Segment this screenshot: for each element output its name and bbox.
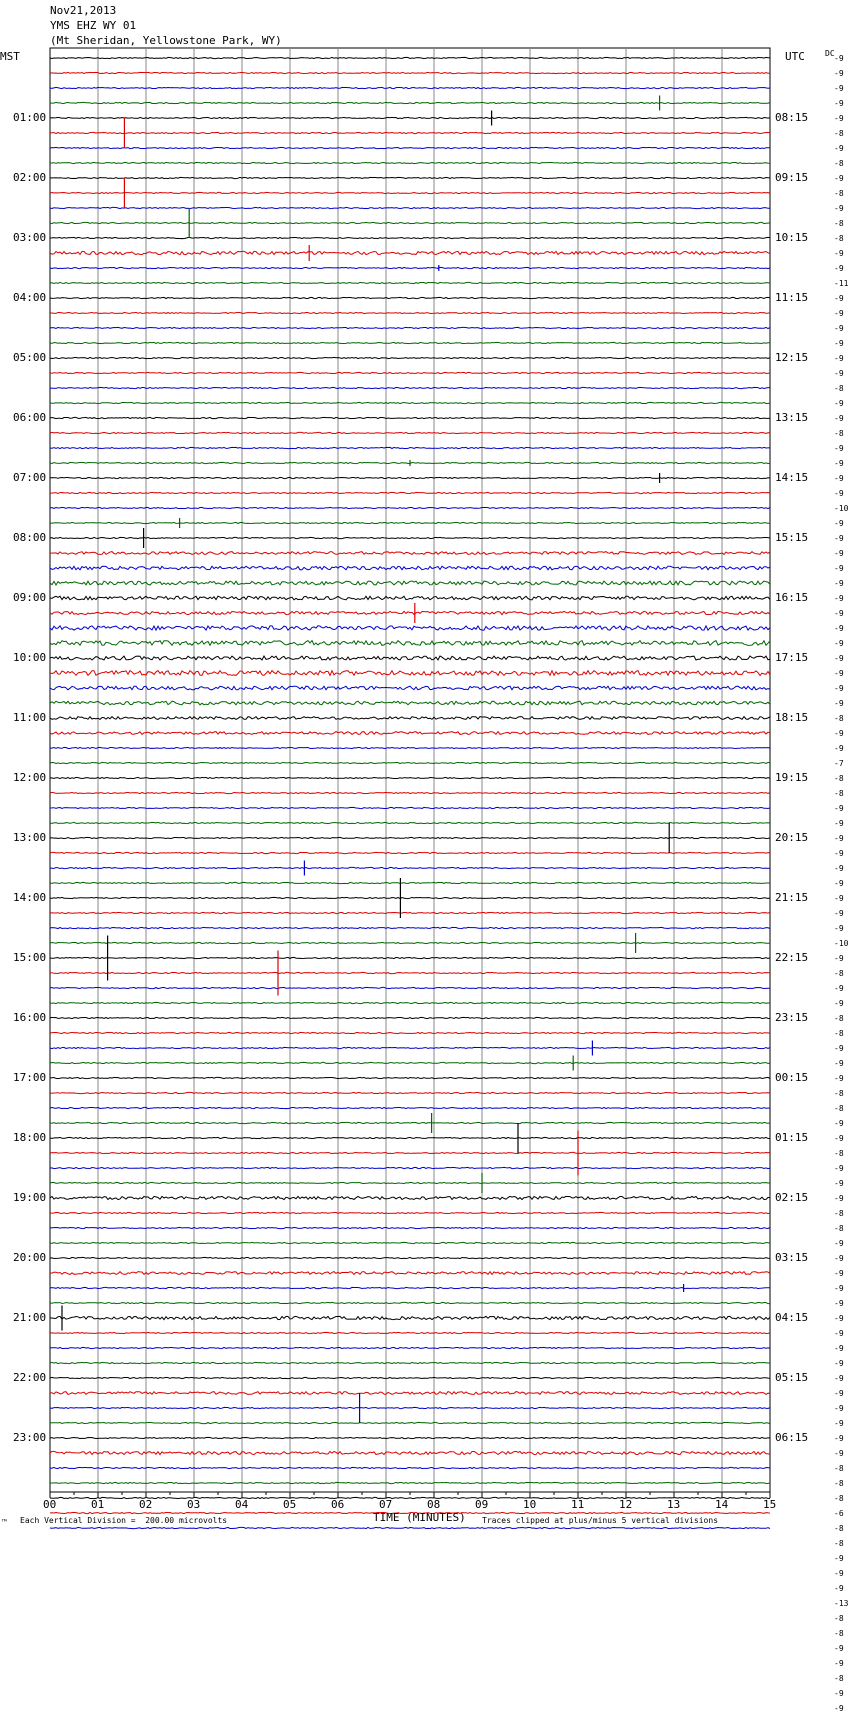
seismic-trace [50,387,770,388]
dc-offset-label: -9 [834,564,844,573]
dc-offset-label: -9 [834,1179,844,1188]
seismic-trace [50,1122,770,1123]
dc-offset-label: -9 [834,864,844,873]
seismic-trace [50,251,770,254]
clip-note: Traces clipped at plus/minus 5 vertical divisions [482,1516,719,1525]
plot-frame [50,48,770,1492]
seismic-trace [50,522,770,523]
dc-offset-label: -10 [834,939,849,948]
x-tick-label: 05 [283,1498,297,1511]
seismic-trace [50,987,770,988]
dc-offset-label: -9 [834,1299,844,1308]
dc-offset-label: -9 [834,729,844,738]
x-tick-label: 07 [379,1498,393,1511]
dc-offset-label: -9 [834,699,844,708]
dc-offset-label: -9 [834,1659,844,1668]
dc-offset-label: -9 [834,1389,844,1398]
dc-offset-label: -9 [834,144,844,153]
left-hour-label: 12:00 [13,771,47,784]
seismic-trace [50,87,770,88]
seismic-trace [50,747,770,748]
dc-offset-label: -9 [834,1194,844,1203]
dc-offset-label: -9 [834,249,844,258]
left-hour-label: 01:00 [13,111,47,124]
left-hour-label: 07:00 [13,471,47,484]
seismic-trace [50,552,770,555]
seismic-trace [50,132,770,133]
dc-offset-label: -9 [834,819,844,828]
seismic-trace [50,1196,770,1199]
seismic-trace [50,1092,770,1093]
right-hour-label: 20:15 [775,831,809,844]
dc-offset-label: -9 [834,924,844,933]
dc-offset-label: -9 [834,1449,844,1458]
dc-offset-label: -9 [834,474,844,483]
seismic-trace [50,1287,770,1288]
left-hour-label: 20:00 [13,1251,47,1264]
seismic-trace [50,807,770,808]
dc-offset-label: -8 [834,159,844,168]
plot-date: Nov21,2013 [50,4,117,17]
dc-offset-label: -8 [834,1479,844,1488]
seismic-trace [50,792,770,793]
left-hour-label: 13:00 [13,831,47,844]
seismic-trace [50,957,770,958]
dc-offset-label: -8 [834,1539,844,1548]
right-hour-label: 19:15 [775,771,809,784]
left-hour-label: 08:00 [13,531,47,544]
left-hour-label: 02:00 [13,171,47,184]
seismic-trace [50,1062,770,1063]
dc-offset-label: -9 [834,999,844,1008]
x-tick-label: 08 [427,1498,441,1511]
right-hour-label: 15:15 [775,531,809,544]
dc-offset-label: -9 [834,1419,844,1428]
right-hour-label: 22:15 [775,951,809,964]
dc-offset-label: -9 [834,1269,844,1278]
corner-mark: ™ [2,1518,7,1527]
right-hour-label: 04:15 [775,1311,809,1324]
seismic-trace [50,566,770,570]
seismic-trace [50,1497,770,1498]
seismic-trace [50,1107,770,1108]
dc-offset-label: -9 [834,684,844,693]
dc-offset-label: -8 [834,129,844,138]
right-hour-label: 12:15 [775,351,809,364]
dc-offset-label: -9 [834,1284,844,1293]
station-id: YMS EHZ WY 01 [50,19,137,32]
dc-offset-label: -9 [834,309,844,318]
seismic-trace [50,1332,770,1333]
right-hour-label: 02:15 [775,1191,809,1204]
left-hour-label: 05:00 [13,351,47,364]
x-tick-label: 14 [715,1498,729,1511]
dc-offset-label: -6 [834,1509,844,1518]
dc-offset-label: -9 [834,1689,844,1698]
dc-offset-label: -9 [834,804,844,813]
dc-offset-label: -9 [834,1584,844,1593]
seismic-trace [50,942,770,943]
seismic-trace [50,162,770,163]
dc-offset-label: -13 [834,1599,849,1608]
left-hour-label: 11:00 [13,711,47,724]
seismic-trace [50,777,770,778]
x-tick-label: 01 [91,1498,105,1511]
seismic-trace [50,432,770,433]
right-hour-label: 09:15 [775,171,809,184]
seismic-trace [50,537,770,538]
dc-offset-label: -9 [834,459,844,468]
seismic-trace [50,1167,770,1168]
left-hour-label: 04:00 [13,291,47,304]
seismic-trace [50,342,770,343]
x-axis-label: TIME (MINUTES) [373,1511,466,1524]
seismic-trace [50,717,770,720]
dc-offset-label: -8 [834,1629,844,1638]
dc-offset-label: -10 [834,504,849,513]
dc-offset-label: -9 [834,654,844,663]
left-hour-label: 10:00 [13,651,47,664]
dc-offset-label: -7 [834,759,844,768]
seismic-trace [50,837,770,838]
dc-offset-label: -9 [834,579,844,588]
dc-offset-label: -9 [834,1329,844,1338]
left-hour-label: 06:00 [13,411,47,424]
seismic-trace [50,596,770,600]
dc-offset-label: -8 [834,1104,844,1113]
seismic-trace [50,626,770,630]
dc-offset-label: -9 [834,669,844,678]
seismic-trace [50,117,770,118]
seismic-trace [50,402,770,403]
x-tick-label: 15 [763,1498,777,1511]
right-hour-label: 00:15 [775,1071,809,1084]
dc-offset-label: -9 [834,609,844,618]
x-tick-label: 00 [43,1498,57,1511]
seismic-trace [50,1451,770,1454]
seismic-trace [50,882,770,883]
dc-offset-label: -9 [834,369,844,378]
seismic-trace [50,1377,770,1378]
seismic-trace [50,357,770,358]
right-hour-label: 23:15 [775,1011,809,1024]
right-hour-label: 14:15 [775,471,809,484]
dc-offset-label: -8 [834,1524,844,1533]
seismic-trace [50,641,770,646]
dc-offset-label: -9 [834,99,844,108]
scale-note: Each Vertical Division = 200.00 microvolts [20,1516,228,1525]
dc-offset-label: -9 [834,324,844,333]
x-tick-label: 02 [139,1498,153,1511]
seismic-trace [50,972,770,973]
seismic-trace [50,581,770,585]
seismic-trace [50,912,770,913]
dc-offset-label: -9 [834,354,844,363]
x-tick-label: 12 [619,1498,633,1511]
dc-offset-label: -8 [834,189,844,198]
seismic-trace [50,282,770,283]
left-hour-label: 16:00 [13,1011,47,1024]
seismic-trace [50,822,770,823]
seismic-trace [50,686,770,690]
seismic-trace [50,1392,770,1395]
seismic-trace [50,1272,770,1275]
seismic-trace [50,671,770,676]
dc-offset-label: -9 [834,894,844,903]
right-hour-label: 18:15 [775,711,809,724]
dc-offset-label: -9 [834,1359,844,1368]
dc-offset-label: -9 [834,114,844,123]
right-hour-label: 05:15 [775,1371,809,1384]
seismic-trace [50,207,770,208]
dc-offset-label: -9 [834,1119,844,1128]
seismic-trace [50,1182,770,1183]
x-tick-label: 09 [475,1498,489,1511]
seismic-trace [50,222,770,223]
x-tick-label: 03 [187,1498,201,1511]
dc-offset-label: -8 [834,384,844,393]
seismic-trace [50,656,770,660]
seismic-trace [50,1407,770,1408]
dc-offset-label: -9 [834,834,844,843]
right-hour-label: 21:15 [775,891,809,904]
seismic-trace [50,701,770,705]
seismic-trace [50,1482,770,1483]
dc-label: DC [825,49,835,58]
seismic-trace [50,177,770,178]
dc-offset-label: -9 [834,1074,844,1083]
seismic-trace [50,477,770,478]
x-tick-label: 11 [571,1498,585,1511]
seismic-trace [50,897,770,898]
seismic-trace [50,1316,770,1319]
seismic-trace [50,1347,770,1348]
seismic-trace [50,1047,770,1048]
seismic-trace [50,1077,770,1078]
right-hour-label: 16:15 [775,591,809,604]
dc-offset-label: -9 [834,849,844,858]
dc-offset-label: -8 [834,1089,844,1098]
dc-offset-label: -9 [834,954,844,963]
seismic-trace [50,57,770,58]
dc-offset-label: -9 [834,54,844,63]
dc-offset-label: -9 [834,1134,844,1143]
x-tick-label: 13 [667,1498,681,1511]
seismic-trace [50,1002,770,1003]
dc-offset-label: -9 [834,294,844,303]
dc-offset-label: -9 [834,1314,844,1323]
seismic-trace [50,867,770,868]
dc-offset-label: -9 [834,399,844,408]
seismic-trace [50,1017,770,1018]
seismic-trace [50,1032,770,1033]
dc-offset-label: -8 [834,1029,844,1038]
seismic-trace [50,327,770,328]
dc-offset-label: -9 [834,1374,844,1383]
dc-offset-label: -9 [834,1344,844,1353]
dc-offset-label: -9 [834,1569,844,1578]
dc-offset-label: -8 [834,1149,844,1158]
dc-offset-label: -9 [834,444,844,453]
seismic-trace [50,1152,770,1153]
dc-offset-label: -8 [834,1464,844,1473]
dc-offset-label: -9 [834,69,844,78]
left-hour-label: 21:00 [13,1311,47,1324]
seismic-trace [50,447,770,448]
dc-offset-label: -9 [834,1254,844,1263]
dc-offset-label: -8 [834,234,844,243]
dc-offset-label: -9 [834,414,844,423]
seismic-trace [50,492,770,493]
seismic-trace [50,1257,770,1258]
dc-offset-label: -9 [834,594,844,603]
seismic-trace [50,927,770,928]
seismic-trace [50,372,770,373]
x-tick-label: 10 [523,1498,537,1511]
left-hour-label: 03:00 [13,231,47,244]
dc-offset-label: -9 [834,1239,844,1248]
right-hour-label: 01:15 [775,1131,809,1144]
dc-offset-label: -8 [834,1674,844,1683]
right-hour-label: 06:15 [775,1431,809,1444]
seismic-trace [50,1527,770,1528]
seismic-trace [50,1302,770,1303]
dc-offset-label: -9 [834,984,844,993]
dc-offset-label: -9 [834,489,844,498]
dc-offset-label: -9 [834,1644,844,1653]
seismic-trace [50,72,770,73]
left-hour-label: 18:00 [13,1131,47,1144]
right-timezone-label: UTC [785,50,805,63]
station-location: (Mt Sheridan, Yellowstone Park, WY) [50,34,282,47]
seismic-trace [50,1137,770,1138]
seismic-trace [50,1242,770,1243]
left-hour-label: 22:00 [13,1371,47,1384]
dc-offset-label: -8 [834,969,844,978]
seismic-trace [50,1212,770,1213]
seismic-trace [50,312,770,313]
seismic-trace [50,507,770,508]
right-hour-label: 17:15 [775,651,809,664]
right-hour-label: 08:15 [775,111,809,124]
seismic-trace [50,192,770,193]
x-tick-label: 04 [235,1498,249,1511]
dc-offset-label: -9 [834,519,844,528]
dc-offset-label: -9 [834,624,844,633]
left-hour-label: 17:00 [13,1071,47,1084]
dc-offset-label: -8 [834,1614,844,1623]
dc-offset-label: -8 [834,1494,844,1503]
dc-offset-label: -9 [834,1404,844,1413]
seismic-trace [50,267,770,268]
dc-offset-label: -9 [834,534,844,543]
left-timezone-label: MST [0,50,20,63]
seismic-trace [50,762,770,763]
seismic-trace [50,1227,770,1228]
seismic-trace [50,102,770,103]
dc-offset-label: -9 [834,1059,844,1068]
seismic-trace [50,1422,770,1423]
left-hour-label: 14:00 [13,891,47,904]
dc-offset-label: -9 [834,1704,844,1713]
seismic-trace [50,297,770,298]
left-hour-label: 15:00 [13,951,47,964]
dc-offset-label: -9 [834,744,844,753]
dc-offset-label: -8 [834,219,844,228]
dc-offset-label: -9 [834,339,844,348]
seismic-trace [50,732,770,735]
dc-offset-label: -8 [834,1014,844,1023]
seismic-trace [50,147,770,148]
dc-offset-label: -9 [834,909,844,918]
dc-offset-label: -9 [834,549,844,558]
dc-offset-label: -9 [834,1554,844,1563]
left-hour-label: 09:00 [13,591,47,604]
seismic-trace [50,417,770,418]
dc-offset-label: -9 [834,204,844,213]
dc-offset-label: -8 [834,714,844,723]
dc-offset-label: -8 [834,774,844,783]
seismic-trace [50,237,770,238]
dc-offset-label: -9 [834,879,844,888]
seismic-trace [50,852,770,853]
dc-offset-label: -9 [834,639,844,648]
seismic-trace [50,1467,770,1468]
dc-offset-label: -9 [834,1434,844,1443]
dc-offset-label: -8 [834,789,844,798]
right-hour-label: 03:15 [775,1251,809,1264]
seismic-trace [50,1437,770,1438]
dc-offset-label: -9 [834,1164,844,1173]
x-tick-label: 06 [331,1498,345,1511]
left-hour-label: 23:00 [13,1431,47,1444]
dc-offset-label: -9 [834,1044,844,1053]
seismic-trace [50,611,770,614]
right-hour-label: 10:15 [775,231,809,244]
right-hour-label: 11:15 [775,291,809,304]
dc-offset-label: -9 [834,174,844,183]
seismic-trace [50,1362,770,1363]
right-hour-label: 13:15 [775,411,809,424]
left-hour-label: 19:00 [13,1191,47,1204]
dc-offset-label: -9 [834,264,844,273]
dc-offset-label: -8 [834,429,844,438]
dc-offset-label: -9 [834,84,844,93]
dc-offset-label: -8 [834,1209,844,1218]
dc-offset-label: -11 [834,279,849,288]
dc-offset-label: -8 [834,1224,844,1233]
